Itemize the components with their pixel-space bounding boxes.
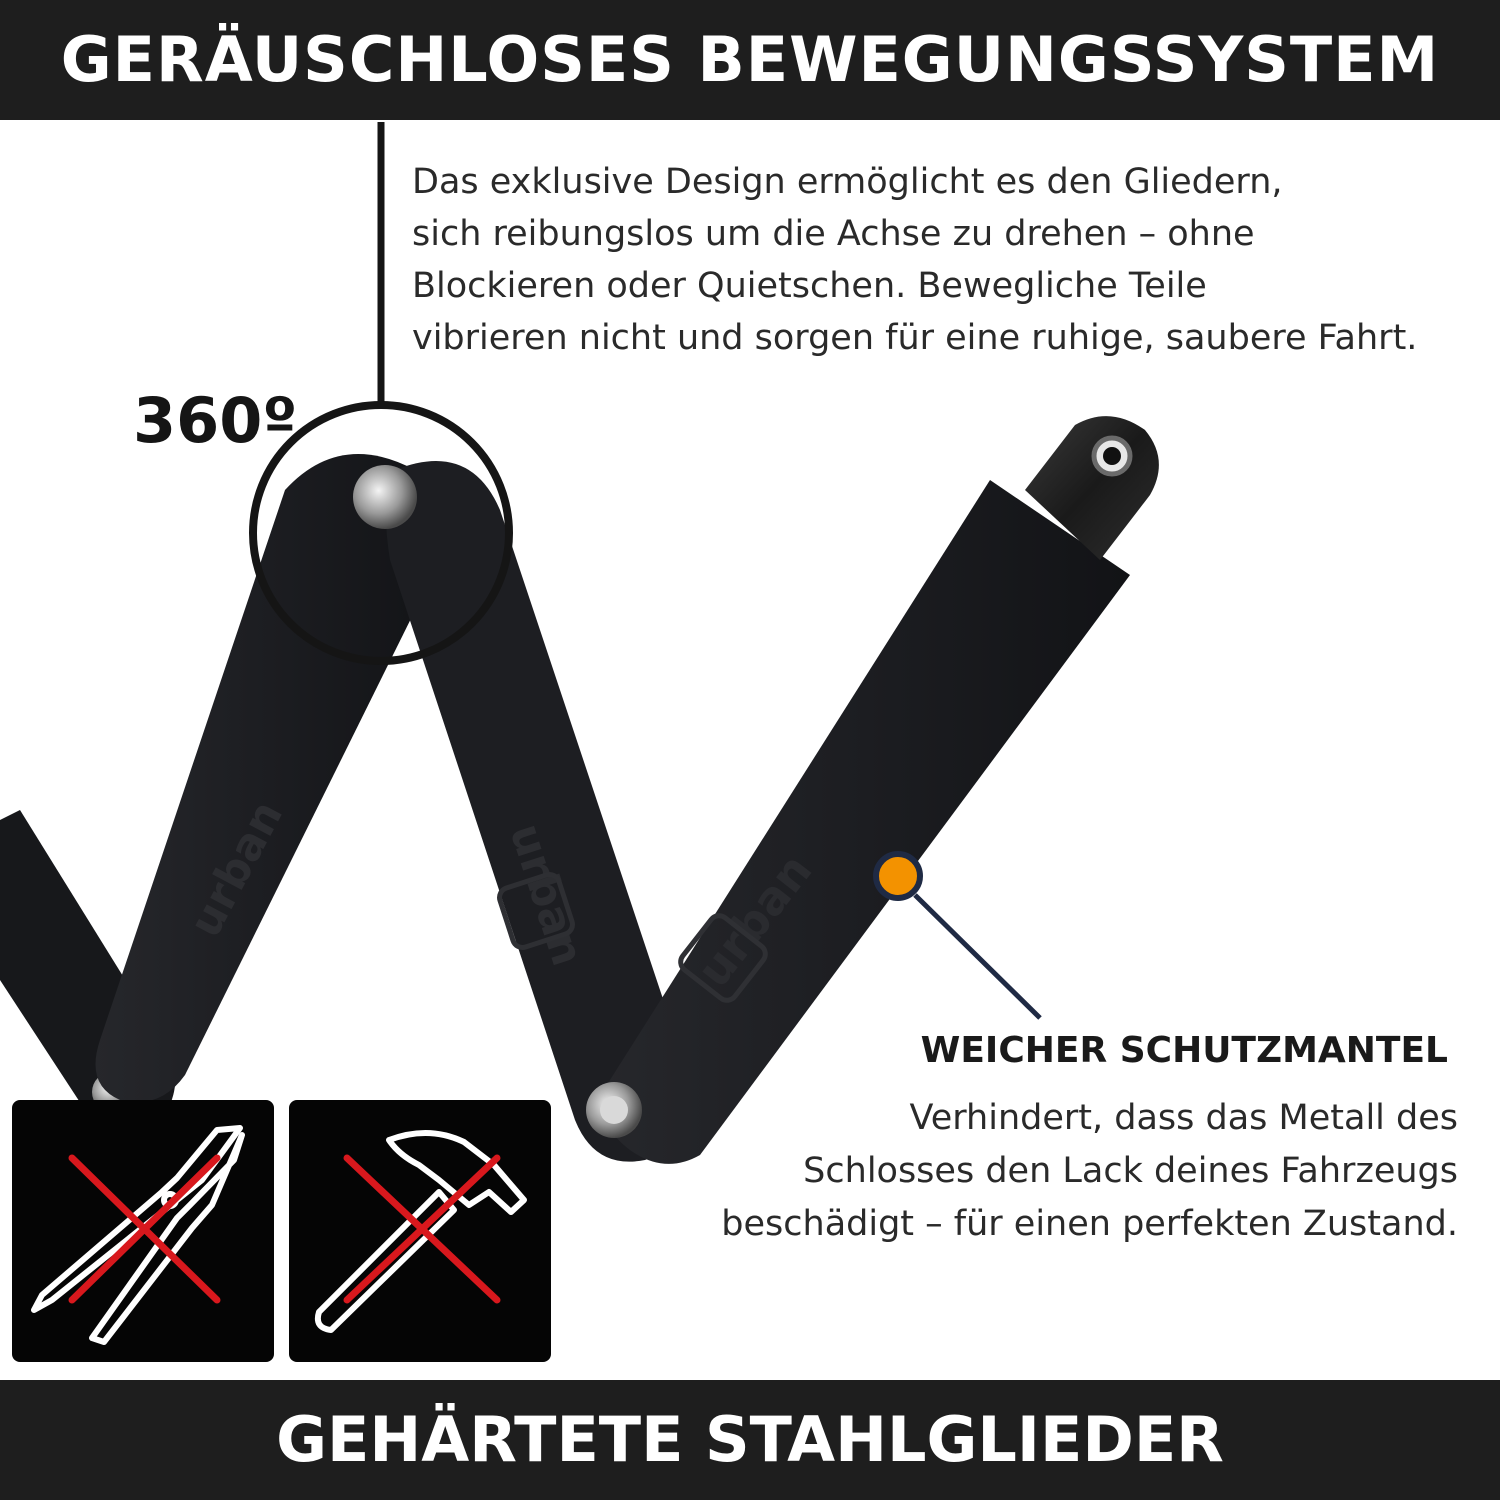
bolt-cutter-icon (12, 1100, 274, 1362)
callout-line: Verhindert, dass das Metall des (909, 1098, 1458, 1138)
bolt-cutter-badge (12, 1100, 274, 1362)
callout-title: WEICHER SCHUTZMANTEL (920, 1030, 1448, 1071)
rotation-label: 360º (133, 384, 298, 457)
svg-text:urban: urban (499, 817, 594, 972)
footer-title: GEHÄRTETE STAHLGLIEDER (276, 1403, 1224, 1476)
intro-line: Blockieren oder Quietschen. Bewegliche Teile (412, 266, 1207, 306)
callout-line: Schlosses den Lack deines Fahrzeugs (803, 1151, 1458, 1191)
hammer-icon (289, 1100, 551, 1362)
svg-text:urban: urban (686, 843, 823, 997)
coating-callout-line (915, 895, 1040, 1018)
svg-text:urban: urban (179, 792, 294, 946)
callout-line: beschädigt – für einen perfekten Zustand. (721, 1204, 1458, 1244)
hammer-badge (289, 1100, 551, 1362)
callout-text (560, 1092, 1458, 1251)
intro-line: Das exklusive Design ermöglicht es den Gliedern, (412, 162, 1283, 202)
intro-line: vibrieren nicht und sorgen für eine ruhige, saubere Fahrt. (412, 318, 1418, 358)
page-title: GERÄUSCHLOSES BEWEGUNGSSYSTEM (60, 23, 1440, 96)
coating-callout-dot (876, 854, 920, 898)
intro-text (412, 156, 1497, 364)
top-pivot-rivet (353, 465, 417, 529)
intro-line: sich reibungslos um die Achse zu drehen – ohne (412, 214, 1255, 254)
